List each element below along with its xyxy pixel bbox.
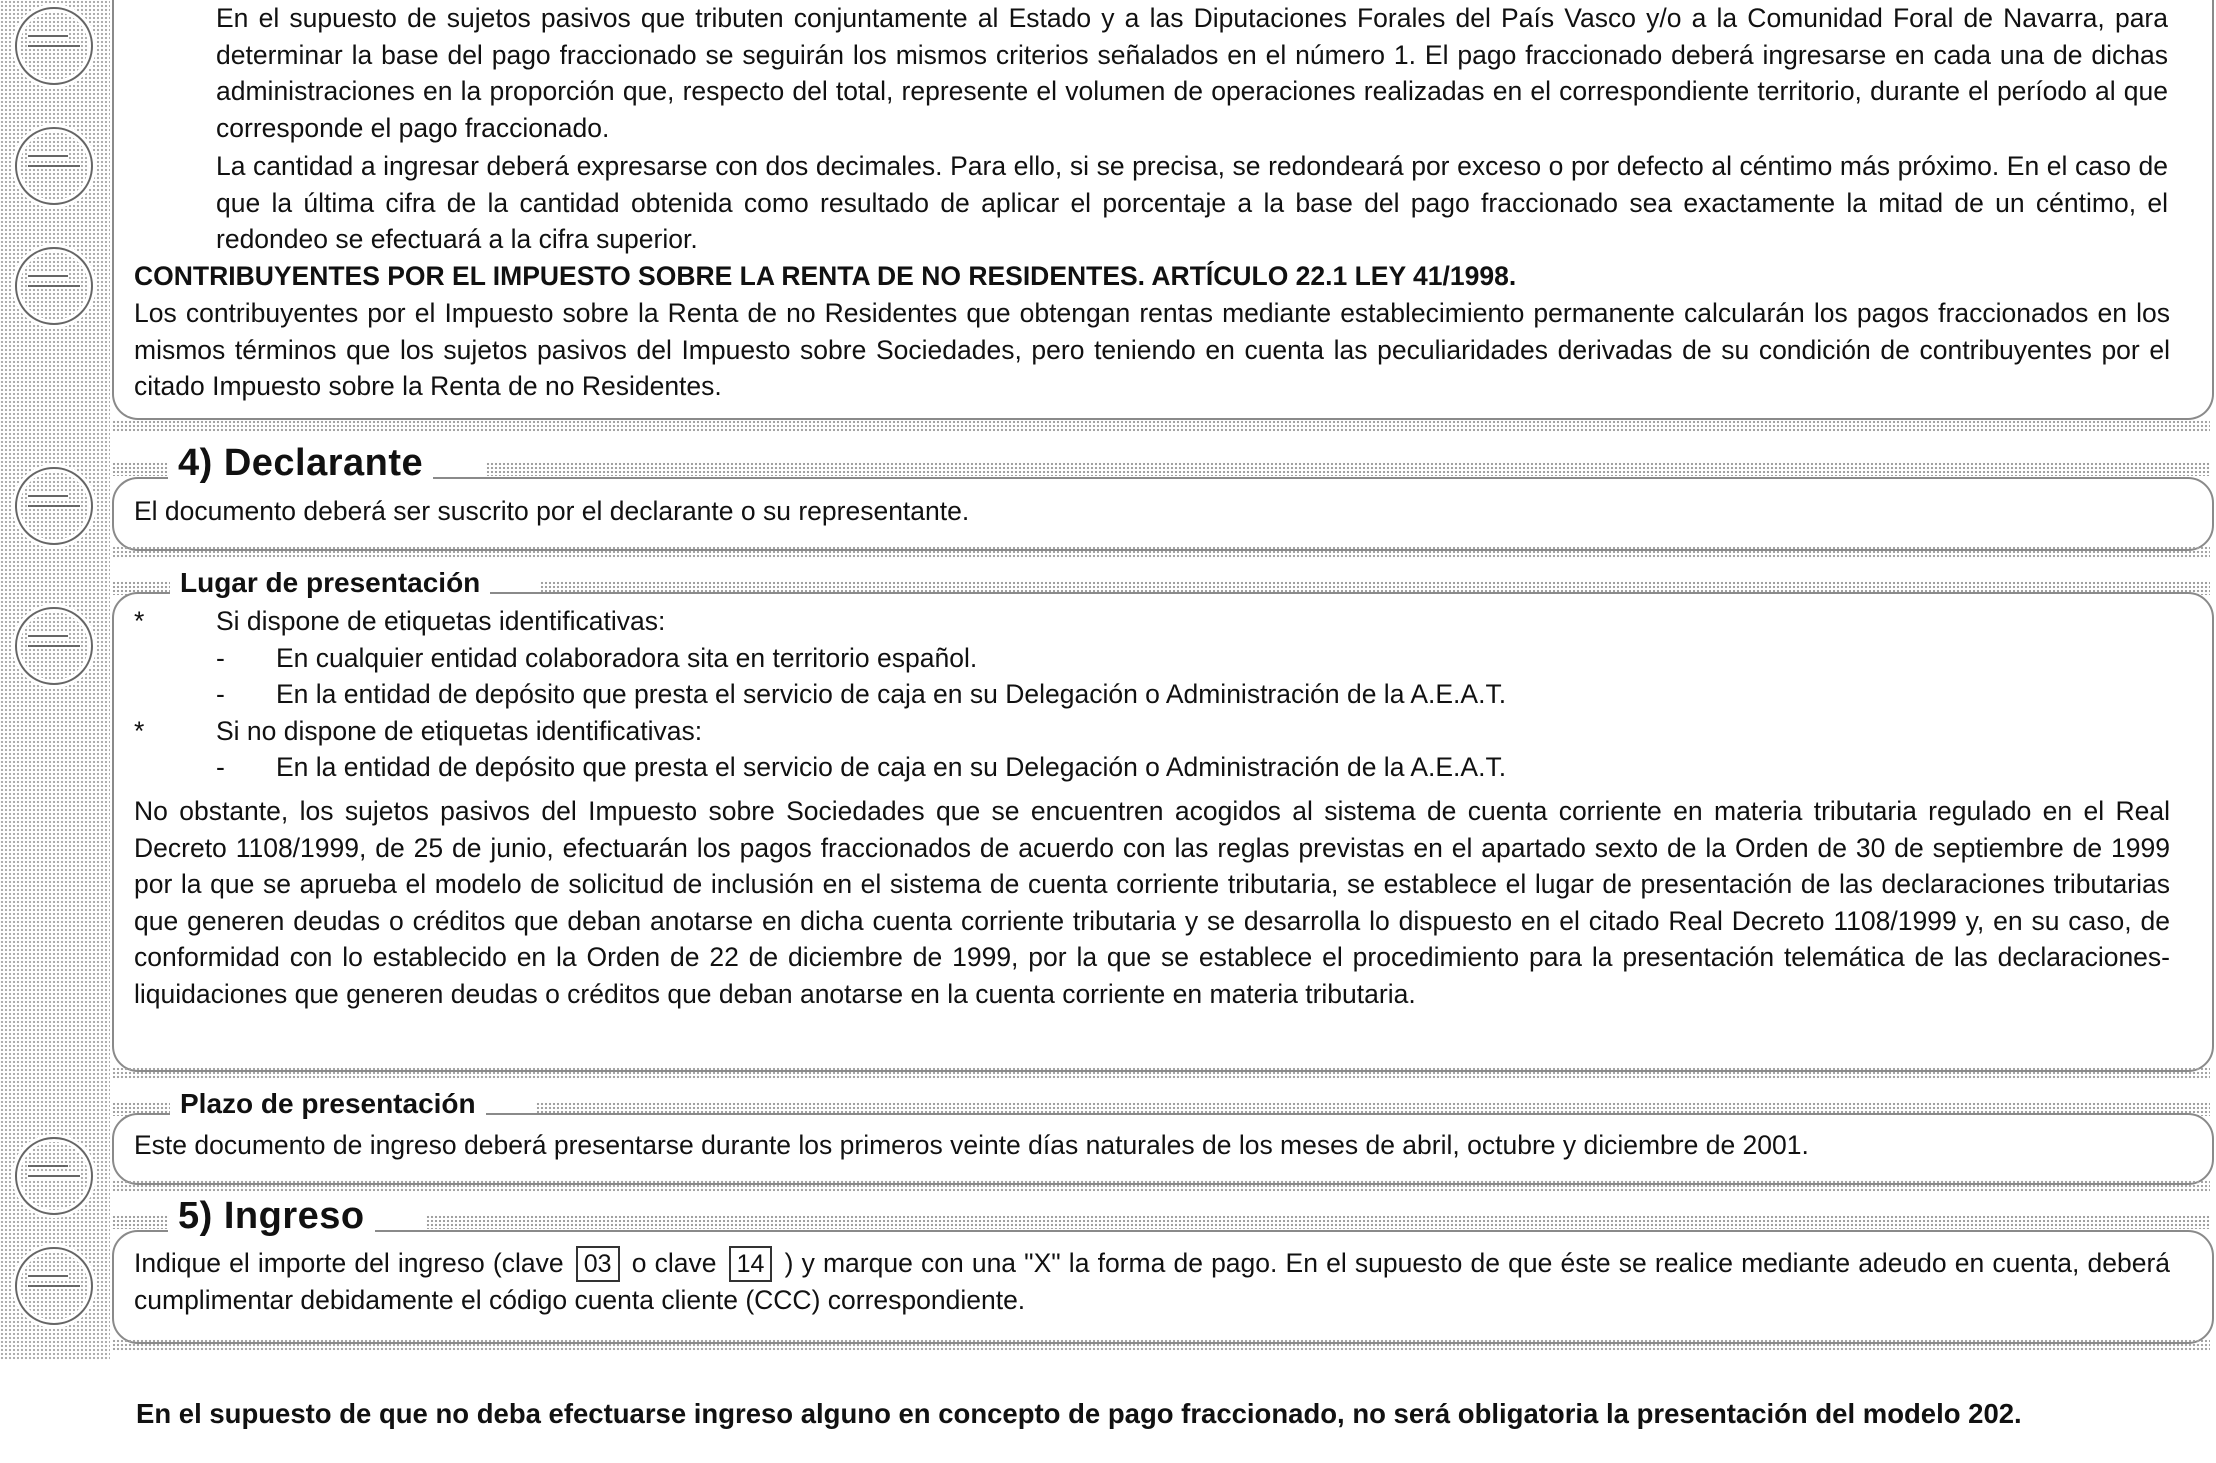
seal-watermark-icon <box>8 600 100 692</box>
ingreso-text-part-c: ) y marque con una "X" la forma de pago. En el supuesto de que éste se realice mediante adeudo en cuenta, deberá cumplimentar debidamente el código cuenta cliente (CCC) correspondiente. <box>134 1248 2171 1315</box>
clave-box-03: 03 <box>576 1246 620 1282</box>
dash-mark: - <box>216 642 225 673</box>
list-item-label: Si dispone de etiquetas identificativas: <box>216 606 666 636</box>
ingreso-text-part-a: Indique el importe del ingreso (clave <box>134 1248 564 1278</box>
list-item <box>134 713 2170 750</box>
lugar-paragraph: No obstante, los sujetos pasivos del Impuesto sobre Sociedades que se encuentren acogidos al sistema de cuenta corriente en materia tributaria regulado en el Real Decreto 1108/1999, de 25 de junio, efectuarán los pagos fraccionados de acuerdo con las reglas previstas en el apartado sexto de la Orden de 30 de septiembre de 1999 por la que se aprueba el modelo de solicitud de inclusión en el sistema de cuenta corriente tributaria, se establece el lugar de presentación de las declaraciones tributarias que generen deudas o créditos que deban anotarse en dicha cuenta corriente tributaria y se desarrolla lo dispuesto en el citado Real Decreto 1108/1999 y, en su caso, de conformidad con lo establecido en la Orden de 22 de diciembre de 1999, por la que se establece el procedimiento para la presentación telemática de las declaraciones-liquidaciones que generen deudas o créditos que deban anotarse en la cuenta corriente en materia tributaria. <box>134 796 2170 1009</box>
box-shadow <box>112 1180 2210 1192</box>
seal-watermark-icon <box>8 1240 100 1332</box>
bullet-mark: * <box>134 606 145 636</box>
dash-mark: - <box>216 679 225 710</box>
list-subitem <box>134 676 2170 713</box>
paragraph-rounding: La cantidad a ingresar deberá expresarse con dos decimales. Para ello, si se precisa, se redondeará por exceso o por defecto al céntimo más próximo. En el caso de que la última cifra de la cantidad obtenida como resultado de aplicar el porcentaje a la base del pago fraccionado sea exactamente la mitad de un céntimo, el redondeo se efectuará a la cifra superior. <box>216 151 2168 255</box>
heading-fill-left <box>112 462 172 476</box>
seal-watermark-icon <box>8 1130 100 1222</box>
list-item <box>134 603 2170 640</box>
seal-watermark-icon <box>8 0 100 92</box>
box-shadow <box>112 1339 2210 1351</box>
bullet-mark: * <box>134 715 145 746</box>
plazo-text: Este documento de ingreso deberá presentarse durante los primeros veinte días naturales de los meses de abril, octubre y diciembre de 2001. <box>134 1130 1809 1160</box>
footer-note: En el supuesto de que no deba efectuarse ingreso alguno en concepto de pago fraccionado, no será obligatoria la presentación del modelo 202. <box>136 1398 2022 1429</box>
box-shadow <box>112 546 2210 558</box>
subheading-non-residents: CONTRIBUYENTES POR EL IMPUESTO SOBRE LA RENTA DE NO RESIDENTES. ARTÍCULO 22.1 LEY 41/1998. <box>134 261 1517 291</box>
ingreso-text <box>134 1245 2170 1319</box>
seal-watermark-icon <box>8 240 100 332</box>
declarante-text: El documento deberá ser suscrito por el declarante o su representante. <box>134 496 970 526</box>
heading-fill-left <box>112 1215 172 1229</box>
list-subitem-label: En la entidad de depósito que presta el servicio de caja en su Delegación o Administración de la A.E.A.T. <box>276 679 1507 710</box>
ingreso-text-part-b: o clave <box>631 1248 717 1278</box>
box-shadow <box>112 420 2210 432</box>
clave-box-14: 14 <box>729 1246 773 1282</box>
section-heading-lugar: Lugar de presentación <box>170 567 490 599</box>
lugar-list <box>134 603 2170 786</box>
heading-fill-right <box>426 1215 2210 1229</box>
section-heading-declarante: 4) Declarante <box>168 442 433 485</box>
section-heading-plazo: Plazo de presentación <box>170 1088 486 1120</box>
list-subitem-label: En cualquier entidad colaboradora sita en territorio español. <box>276 642 978 673</box>
list-subitem <box>134 640 2170 677</box>
list-subitem <box>134 749 2170 786</box>
seal-watermark-icon <box>8 120 100 212</box>
box-shadow <box>112 1067 2210 1079</box>
heading-fill-right <box>486 462 2210 476</box>
list-item-label: Si no dispone de etiquetas identificativas: <box>216 715 703 746</box>
section-heading-ingreso: 5) Ingreso <box>168 1195 375 1238</box>
dash-mark: - <box>216 752 225 783</box>
paragraph-non-residents: Los contribuyentes por el Impuesto sobre la Renta de no Residentes que obtengan rentas mediante establecimiento permanente calcularán los pagos fraccionados en los mismos términos que los sujetos pasivos del Impuesto sobre Sociedades, pero teniendo en cuenta las peculiaridades derivadas de su condición de contribuyentes por el citado Impuesto sobre la Renta de no Residentes. <box>134 298 2170 402</box>
list-subitem-label: En la entidad de depósito que presta el servicio de caja en su Delegación o Administración de la A.E.A.T. <box>276 752 1507 783</box>
seal-watermark-icon <box>8 460 100 552</box>
paragraph-joint-taxation: En el supuesto de sujetos pasivos que tributen conjuntamente al Estado y a las Diputaciones Forales del País Vasco y/o a la Comunidad Foral de Navarra, para determinar la base del pago fraccionado se seguirán los mismos criterios señalados en el número 1. El pago fraccionado deberá ingresarse en cada una de dichas administraciones en la proporción que, respecto del total, represente el volumen de operaciones realizadas en el correspondiente territorio, durante el período al que corresponde el pago fraccionado. <box>216 3 2168 143</box>
